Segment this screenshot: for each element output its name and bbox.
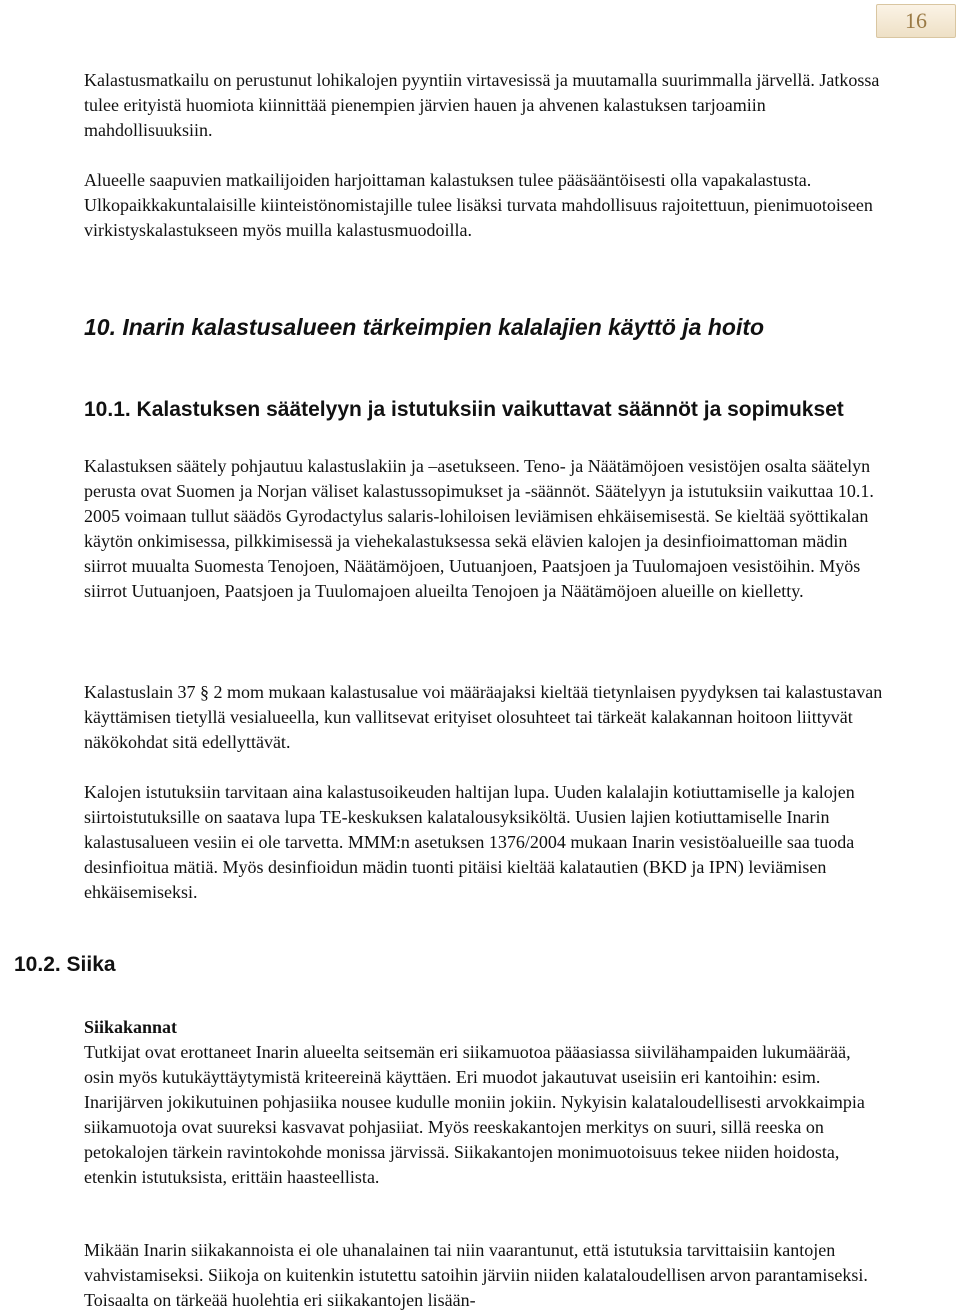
section-10-1-paragraph-3: Kalojen istutuksiin tarvitaan aina kalastusoikeuden haltijan lupa. Uuden kalalajin kotiuttamiselle ja kalojen siirtoistutuksille on saatava lupa TE-keskuksen kalatalousyksiköltä. Uusien lajien kotiuttamiselle Inarin kalastusalueen vesiin ei ole tarvetta. MMM:n asetuksen 1376/2004 mukaan Inarin vesistöalueille saa tuoda desinfioitua mätiä. Myös desinfioidun mädin tuonti pitäisi kieltää kalatautien (BKD ja IPN) leviämisen ehkäisemiseksi. [84,782,855,902]
section-10-2-paragraph-1: Tutkijat ovat erottaneet Inarin alueelta seitsemän eri siikamuotoa pääasiassa siivilähampaiden lukumäärää, osin myös kutukäyttäytymistä kriteereinä käyttäen. Eri muodot jakautuvat useisiin eri kantoihin: esim. Inarijärven jokikutuinen pohjasiika nousee kudulle moniin jokiin. Nykyisin kalataloudellisesti arvokkaimpia siikamuotoja ovat suureksi kasvavat pohjasiiat. Myös reeskakantojen merkitys on suuri, sillä reeska on petokalojen tärkein ravintokohde monissa järvissä. Siikakantojen monimuotoisuus tekee niiden hoidosta, etenkin istutuksista, erittäin haasteellista. [84,1042,865,1187]
intro-paragraph-2: Alueelle saapuvien matkailijoiden harjoittaman kalastuksen tulee pääsääntöisesti olla vapakalastusta. Ulkopaikkakuntalaisille kiinteistönomistajille tulee lisäksi turvata mahdollisuus rajoitettuun, pienimuotoiseen virkistyskalastukseen myös muilla kalastusmuodoilla. [84,170,873,240]
intro-paragraph-1: Kalastusmatkailu on perustunut lohikalojen pyyntiin virtavesissä ja muutamalla suurimmalla järvellä. Jatkossa tulee erityistä huomiota kiinnittää pienempien järvien hauen ja ahvenen kalastuksen tarjoamiin mahdollisuuksiin. [84,70,880,140]
section-10-2-heading: 10.2. Siika [14,953,116,976]
section-10-1-paragraph-2: Kalastuslain 37 § 2 mom mukaan kalastusalue voi määräajaksi kieltää tietynlaisen pyydyksen tai kalastustavan käyttämisen tietyllä vesialueella, kun vallitsevat erityiset olosuhteet tai tärkeät kalakannan hoitoon liittyvät näkökohdat sitä edellyttävät. [84,682,883,752]
section-10-1-heading: 10.1. Kalastuksen säätelyyn ja istutuksiin vaikuttavat säännöt ja sopimukset [84,398,844,421]
page-number-badge: 16 [876,4,956,38]
section-10-1-paragraph-1: Kalastuksen säätely pohjautuu kalastuslakiin ja –asetukseen. Teno- ja Näätämöjoen vesistöjen osalta säätelyn perusta ovat Suomen ja Norjan väliset kalastussopimukset ja -säännöt. Säätelyyn ja istutuksiin vaikuttaa 10.1. 2005 voimaan tullut säädös Gyrodactylus salaris-lohiloisen leviämisen ehkäisemisestä. Se kieltää syöttikalan käytön onkimisessa, pilkkimisessä ja viehekalastuksessa sekä elävien kalojen ja desinfioimattoman mädin siirrot muualta Suomesta Tenojoen, Näätämöjoen, Uutuanjoen, Paatsjoen ja Tuulomajoen vesistöihin. Myös siirrot Uutuanjoen, Paatsjoen ja Tuulomajoen alueilta Tenojoen ja Näätämöjoen alueille on kielletty. [84,456,874,601]
section-10-2-paragraph-2: Mikään Inarin siikakannoista ei ole uhanalainen tai niin vaarantunut, että istutuksia tarvittaisiin kantojen vahvistamiseksi. Siikoja on kuitenkin istutettu satoihin järviin niiden kalataloudellisen arvon parantamiseksi. Toisaalta on tärkeää huolehtia eri siikakantojen lisään- [84,1240,868,1310]
siikakannat-subheading: Siikakannat [84,1017,178,1037]
section-10-heading: 10. Inarin kalastusalueen tärkeimpien kalalajien käyttö ja hoito [84,314,765,340]
